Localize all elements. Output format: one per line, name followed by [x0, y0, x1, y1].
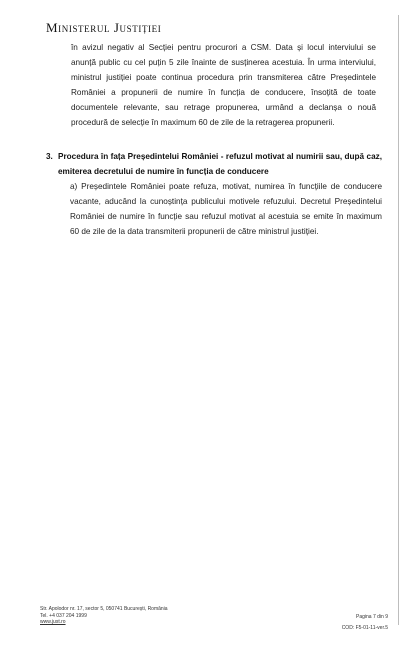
- footer-document-code: COD: F5-01-11-ver.5: [341, 625, 388, 631]
- footer-page-info: [316, 612, 388, 634]
- ministry-header-title: Ministerul Justiției: [46, 20, 162, 35]
- paragraph-interview-procedure: în avizul negativ al Secției pentru procurori a CSM. Data și locul interviului se anunță public cu cel puțin 5 zile înainte de susținerea acestuia. În urma interviului, ministrul justiției poate continua procedura prin transmiterea către Președintele României a propunerii de numire în funcția de conducere, însoțită de toate documentele relevante, sau retrage propunerea, urmând a declanșa o nouă procedură de selecție în maximum 60 de zile de la retragerea propunerii.: [71, 43, 376, 127]
- footer-contact: [40, 606, 168, 626]
- section-item-3-body: a) Președintele României poate refuza, motivat, numirea în funcțiile de conducere vacante, aducând la cunoștința publicului motivele refuzului. Decretul Președintelui României de numire în funcție sau refuzul motivat al acestuia se emite în maximum 60 de zile de la data transmiterii propunerii de către ministrul justiției.: [70, 182, 382, 236]
- section-item-3-heading: [46, 149, 382, 179]
- footer-address: Str. Apolodor nr. 17, sector 5, 050741 București, România: [40, 606, 168, 612]
- footer-phone: Tel. +4 037 204 1999: [40, 612, 87, 619]
- footer-page-number: Pagina 7 din 9: [356, 614, 388, 620]
- page-margin-line: [398, 15, 399, 625]
- footer-website-link[interactable]: www.just.ro: [40, 619, 66, 625]
- section-item-3-number: 3.: [46, 152, 53, 161]
- section-item-3: [46, 149, 382, 239]
- section-item-3-title: Procedura în fața Președintelui României - refuzul motivat al numirii sau, după caz, emiterea decretului de numire în funcția de conducere: [58, 152, 382, 176]
